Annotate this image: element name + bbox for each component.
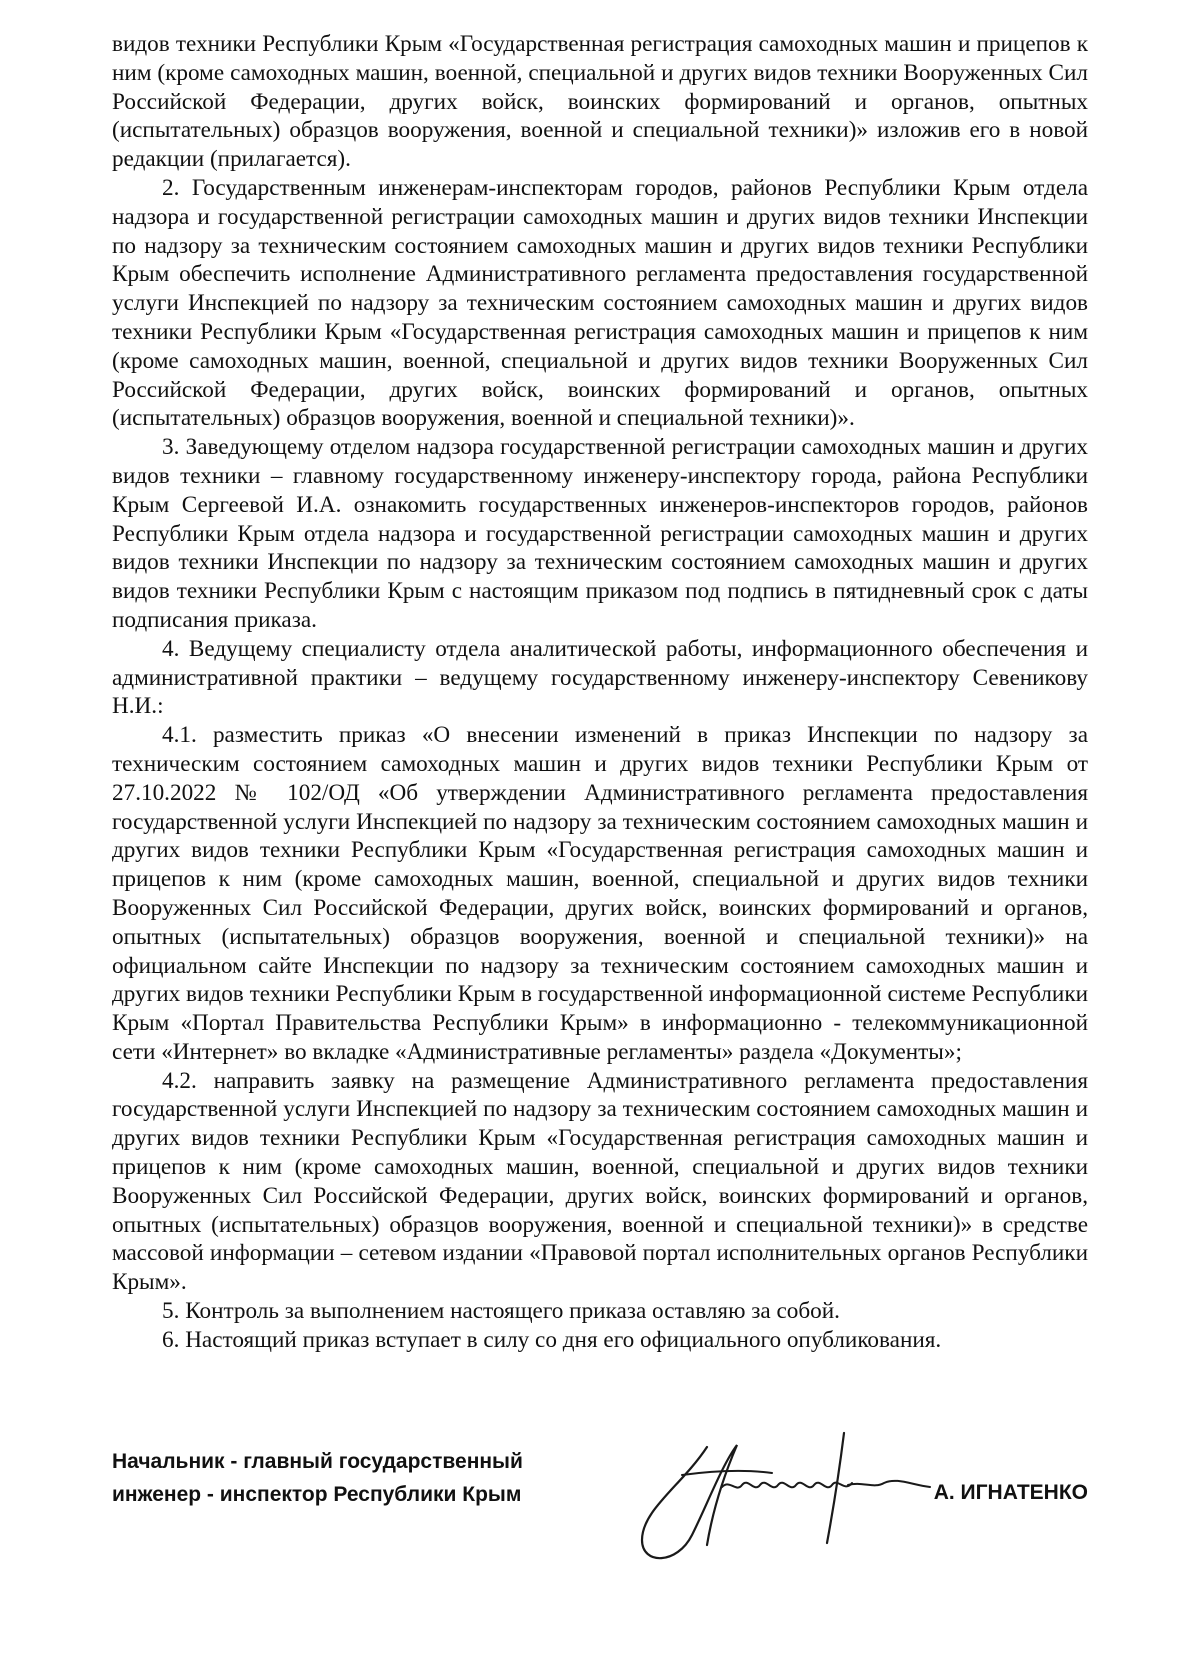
handwritten-signature	[612, 1425, 932, 1575]
signatory-name: А. ИГНАТЕНКО	[933, 1481, 1088, 1504]
paragraph-2: 2. Государственным инженерам-инспекторам городов, районов Республики Крым отдела надзора и государственной регистрации самоходных машин и других видов техники Инспекции по надзору за техническим состоянием самоходных машин и других видов техники Республики Крым обеспечить исполнение Административного регламента предоставления государственной услуги Инспекцией по надзору за техническим состоянием самоходных машин и других видов техники Республики Крым «Государственная регистрация самоходных машин и прицепов к ним (кроме самоходных машин, военной, специальной и других видов техники Вооруженных Сил Российской Федерации, других войск, воинских формирований и органов, опытных (испытательных) образцов вооружения, военной и специальной техники)».	[112, 174, 1088, 432]
paragraph-4-1: 4.1. разместить приказ «О внесении изменений в приказ Инспекции по надзору за техническим состоянием самоходных машин и других видов техники Республики Крым от 27.10.2022 № 102/ОД «Об утверждении Административного регламента предоставления государственной услуги Инспекцией по надзору за техническим состоянием самоходных машин и других видов техники Республики Крым «Государственная регистрация самоходных машин и прицепов к ним (кроме самоходных машин, военной, специальной и других видов техники Вооруженных Сил Российской Федерации, других войск, воинских формирований и органов, опытных (испытательных) образцов вооружения, военной и специальной техники)» на официальном сайте Инспекции по надзору за техническим состоянием самоходных машин и других видов техники Республики Крым в государственной информационной системе Республики Крым «Портал Правительства Республики Крым» в информационно - телекоммуникационной сети «Интернет» во вкладке «Административные регламенты» раздела «Документы»;	[112, 722, 1088, 1065]
signatory-title-line-2: инженер - инспектор Республики Крым	[112, 1483, 522, 1506]
paragraph-4-2: 4.2. направить заявку на размещение Административного регламента предоставления государственной услуги Инспекцией по надзору за техническим состоянием самоходных машин и других видов техники Республики Крым «Государственная регистрация самоходных машин и прицепов к ним (кроме самоходных машин, военной, специальной и других видов техники Вооруженных Сил Российской Федерации, других войск, воинских формирований и органов, опытных (испытательных) образцов вооружения, военной и специальной техники)» в средстве массовой информации – сетевом издании «Правовой портал исполнительных органов Республики Крым».	[112, 1067, 1088, 1296]
paragraph-6: 6. Настоящий приказ вступает в силу со дня его официального опубликования.	[162, 1326, 942, 1353]
signatory-title	[112, 1445, 523, 1511]
paragraph-4: 4. Ведущему специалисту отдела аналитической работы, информационного обеспечения и административной практики – ведущему государственному инженеру-инспектору Севеникову Н.И.:	[112, 635, 1088, 720]
paragraph-3: 3. Заведующему отделом надзора государственной регистрации самоходных машин и других видов техники – главному государственному инженеру-инспектору города, района Республики Крым Сергеевой И.А. ознакомить государственных инженеров-инспекторов городов, районов Республики Крым отдела надзора и государственной регистрации самоходных машин и других видов техники Инспекции по надзору за техническим состоянием самоходных машин и других видов техники Республики Крым с настоящим приказом под подпись в пятидневный срок с даты подписания приказа.	[112, 434, 1088, 633]
paragraph-1-continuation: видов техники Республики Крым «Государственная регистрация самоходных машин и прицепов к ним (кроме самоходных машин, военной, специальной и других видов техники Вооруженных Сил Российской Федерации, других войск, воинских формирований и органов, опытных (испытательных) образцов вооружения, военной и специальной техники)» изложив его в новой редакции (прилагается).	[112, 31, 1088, 173]
signatory-title-line-1: Начальник - главный государственный	[112, 1450, 523, 1473]
signature-block	[112, 1445, 1088, 1575]
document-body	[112, 30, 1088, 1355]
paragraph-5: 5. Контроль за выполнением настоящего приказа оставляю за собой.	[162, 1298, 840, 1325]
